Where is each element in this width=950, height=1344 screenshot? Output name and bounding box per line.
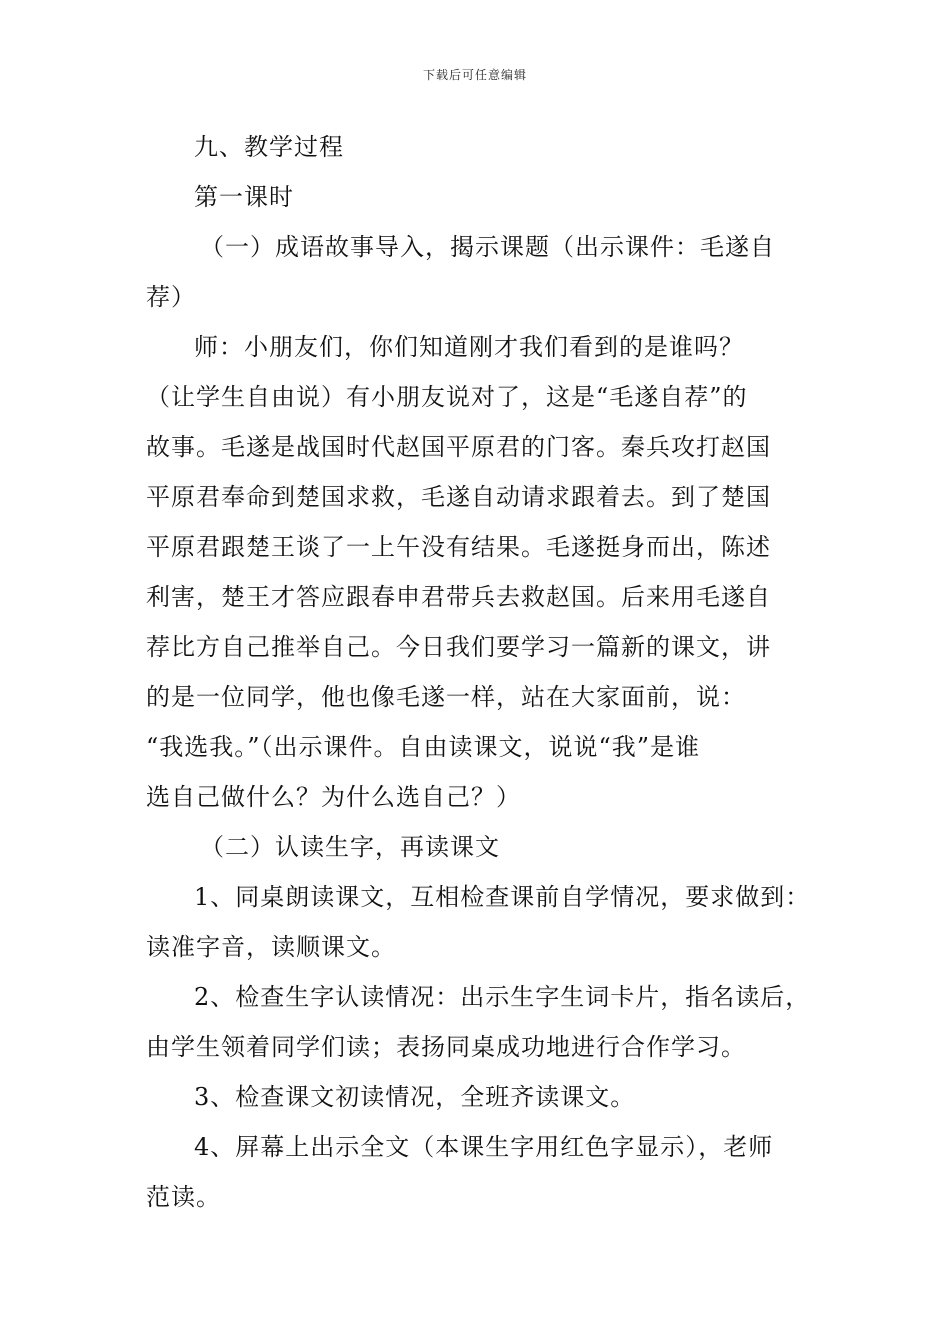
text-line: 师：小朋友们，你们知道刚才我们看到的是谁吗？ xyxy=(194,333,744,361)
text-line: 平原君奉命到楚国求救，毛遂自动请求跟着去。到了楚国 xyxy=(146,483,771,511)
page-header-note: 下载后可任意编辑 xyxy=(422,68,527,82)
text-line: 荐比方自己推举自己。今日我们要学习一篇新的课文，讲 xyxy=(146,633,771,661)
text-line: 的是一位同学，他也像毛遂一样，站在大家面前，说： xyxy=(146,683,746,711)
text-line: 利害，楚王才答应跟春申君带兵去救赵国。后来用毛遂自 xyxy=(146,583,771,611)
document-body xyxy=(146,122,810,1222)
list-item: 4、屏幕上出示全文（本课生字用红色字显示），老师 xyxy=(194,1133,774,1161)
subsection-heading: （二）认读生字，再读课文 xyxy=(200,833,500,861)
text-line: （让学生自由说）有小朋友说对了，这是“毛遂自荐”的 xyxy=(146,383,748,411)
text-line: 由学生领着同学们读；表扬同桌成功地进行合作学习。 xyxy=(146,1033,746,1061)
text-line: 平原君跟楚王谈了一上午没有结果。毛遂挺身而出，陈述 xyxy=(146,533,771,561)
list-item: 3、检查课文初读情况，全班齐读课文。 xyxy=(194,1083,636,1111)
text-line: 范读。 xyxy=(146,1183,221,1211)
subsection-heading: （一）成语故事导入，揭示课题（出示课件：毛遂自 xyxy=(200,233,775,261)
text-line: 读准字音，读顺课文。 xyxy=(146,933,396,961)
text-line: 选自己做什么？为什么选自己？） xyxy=(146,783,521,811)
text-line: 荐） xyxy=(146,283,196,311)
list-item: 1、同桌朗读课文，互相检查课前自学情况，要求做到： xyxy=(194,883,811,911)
text-line: “我选我。”（出示课件。自由读课文，说说“我”是谁 xyxy=(146,733,701,761)
section-heading: 九、教学过程 xyxy=(194,133,344,161)
lesson-heading: 第一课时 xyxy=(194,183,294,211)
list-item: 2、检查生字认读情况：出示生字生词卡片，指名读后， xyxy=(194,983,811,1011)
text-line: 故事。毛遂是战国时代赵国平原君的门客。秦兵攻打赵国 xyxy=(146,433,771,461)
